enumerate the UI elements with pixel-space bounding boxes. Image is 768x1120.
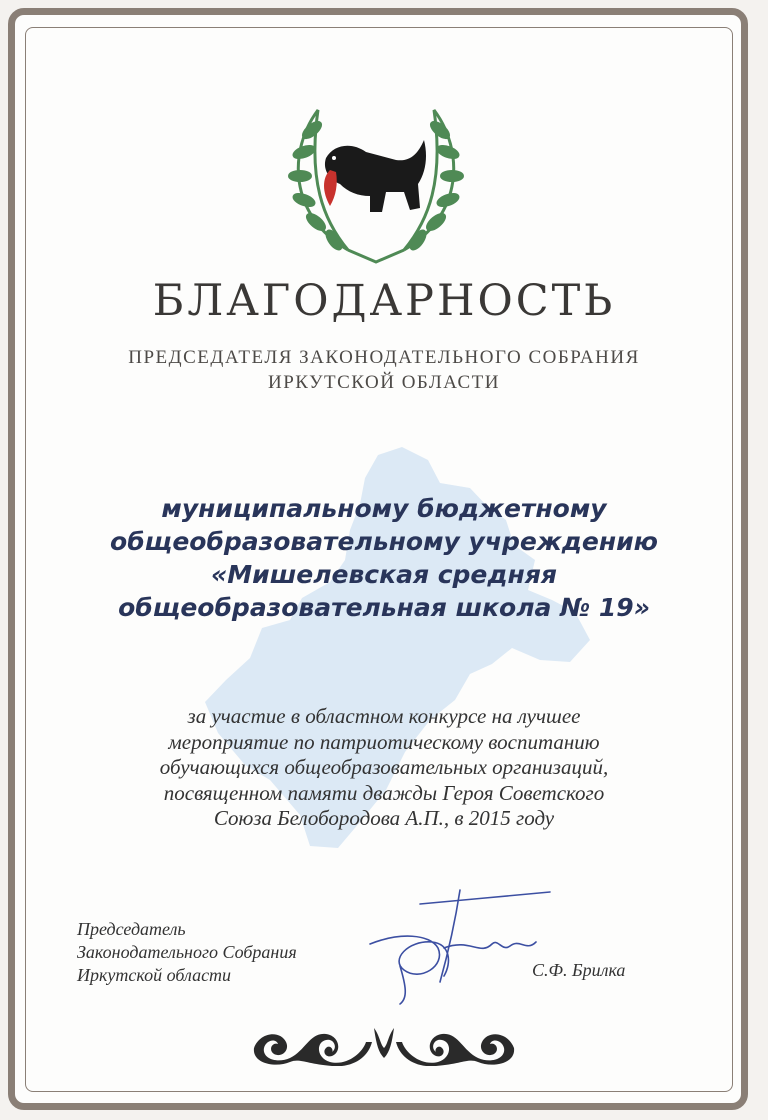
- position-line: Законодательного Собрания: [77, 942, 297, 962]
- babr-figure: [324, 140, 426, 212]
- recipient-line: общеобразовательному учреждению: [110, 527, 658, 556]
- recipient-line: муниципальному бюджетному: [161, 494, 607, 523]
- signatory-position: [77, 918, 297, 987]
- ornament-icon: [246, 1018, 522, 1066]
- recipient-line: общеобразовательная школа № 19»: [118, 593, 650, 622]
- reason-line: за участие в областном конкурсе на лучшее: [187, 704, 581, 728]
- reason-line: Союза Белобородова А.П., в 2015 году: [213, 806, 555, 830]
- subtitle-line: ПРЕДСЕДАТЕЛЯ ЗАКОНОДАТЕЛЬНОГО СОБРАНИЯ: [128, 347, 640, 368]
- reason-line: мероприятие по патриотическому воспитанию: [168, 729, 600, 754]
- recipient-line: «Мишелевская средняя: [211, 560, 557, 589]
- irkutsk-coat-of-arms-icon: [278, 100, 474, 270]
- reason-line: обучающихся общеобразовательных организаций,: [159, 755, 609, 779]
- reason-line: посвященном памяти дважды Героя Советского: [163, 780, 605, 805]
- award-reason: [0, 704, 768, 832]
- issuer-subtitle: [0, 345, 768, 395]
- document-title: БЛАГОДАРНОСТЬ: [152, 276, 616, 326]
- position-line: Иркутской области: [77, 965, 232, 985]
- signature-icon: [360, 886, 610, 1006]
- recipient-name: [0, 492, 768, 624]
- position-line: Председатель: [77, 919, 186, 939]
- signatory-name: С.Ф. Брилка: [532, 960, 626, 980]
- subtitle-line: ИРКУТСКОЙ ОБЛАСТИ: [267, 372, 501, 393]
